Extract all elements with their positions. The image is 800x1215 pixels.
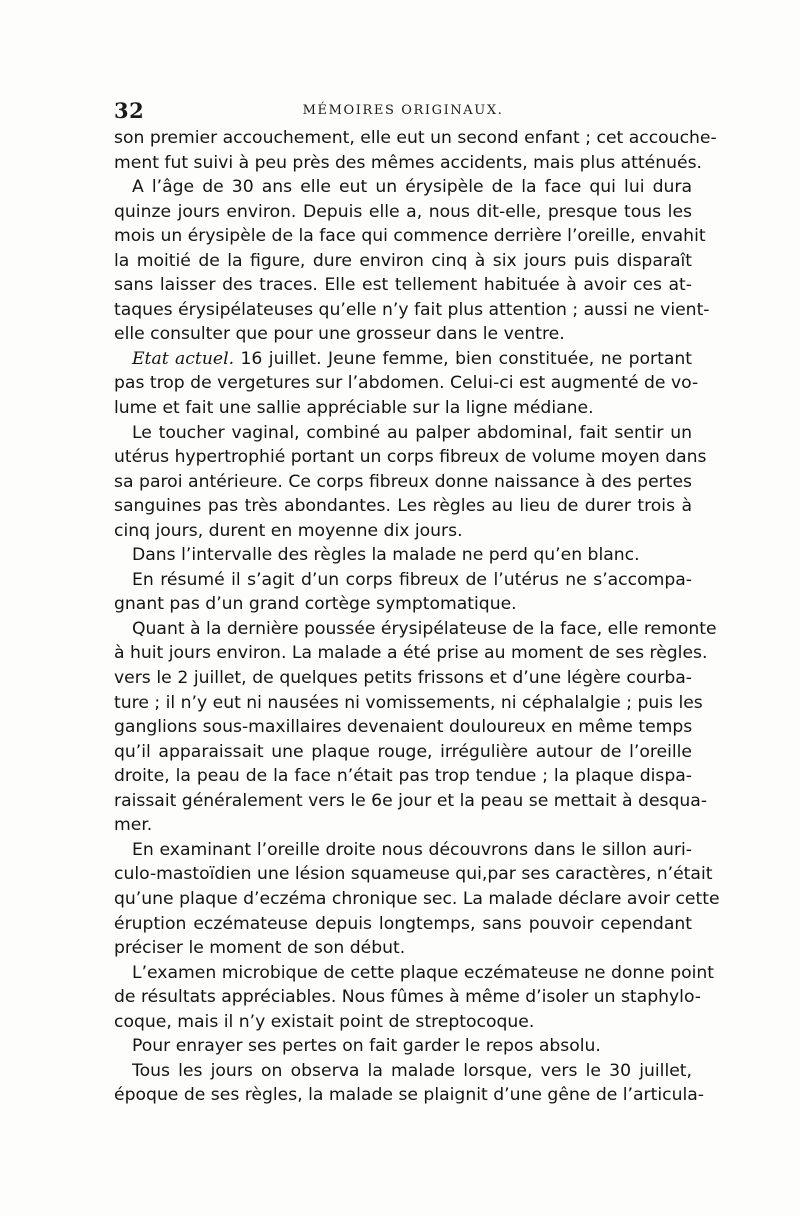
text-line <box>114 936 692 961</box>
line-text: Tous les jours on observa la malade lorsque, vers le 30 juillet, <box>132 1060 692 1081</box>
running-title: MÉMOIRES ORIGINAUX. <box>302 103 504 118</box>
line-text: L’examen microbique de cette plaque eczémateuse ne donne point <box>132 962 715 983</box>
text-line <box>114 347 692 372</box>
line-text: 16 juillet. Jeune femme, bien constituée, ne portant <box>234 348 692 369</box>
text-line <box>114 273 692 298</box>
line-text: sans laisser des traces. Elle est tellement habituée à avoir ces at- <box>114 275 692 296</box>
line-text: qu’une plaque d’eczéma chronique sec. La malade déclare avoir cette <box>114 888 720 909</box>
text-line <box>114 813 692 838</box>
page-header <box>114 98 692 122</box>
text-line <box>114 1034 692 1059</box>
line-text: droite, la peau de la face n’était pas trop tendue ; la plaque dispa- <box>114 766 692 787</box>
line-text: Pour enrayer ses pertes on fait garder le repos absolu. <box>132 1036 601 1057</box>
text-line <box>114 224 706 249</box>
line-text: A l’âge de 30 ans elle eut un érysipèle de la face qui lui dura <box>132 177 692 198</box>
line-text: elle consulter que pour une grosseur dans le ventre. <box>114 324 565 345</box>
line-text: à huit jours environ. La malade a été prise au moment de ses règles. <box>114 643 708 664</box>
text-line <box>114 126 717 151</box>
text-line <box>114 322 692 347</box>
line-text: mer. <box>114 815 153 836</box>
text-line <box>114 764 692 789</box>
text-line <box>114 470 692 495</box>
line-text: culo-mastoïdien une lésion squameuse qui,par ses caractères, n’était <box>114 864 713 885</box>
italic-lead: Etat actuel. <box>132 348 235 369</box>
line-text: préciser le moment de son début. <box>114 938 406 959</box>
line-text: Dans l’intervalle des règles la malade ne perd qu’en blanc. <box>132 545 640 566</box>
line-text: utérus hypertrophié portant un corps fibreux de volume moyen dans <box>114 447 707 468</box>
line-text: mois un érysipèle de la face qui commence derrière l’oreille, envahit <box>114 226 706 247</box>
body-text <box>114 126 720 1108</box>
line-text: de résultats appréciables. Nous fûmes à même d’isoler un staphylo- <box>114 987 701 1008</box>
text-line <box>114 371 699 396</box>
text-line <box>114 568 692 593</box>
text-line <box>114 862 713 887</box>
text-line <box>114 961 715 986</box>
text-line <box>114 249 692 274</box>
line-text: la moitié de la figure, dure environ cinq à six jours puis disparaît <box>114 250 692 271</box>
text-line <box>114 151 703 176</box>
text-line <box>114 715 692 740</box>
line-text: Quant à la dernière poussée érysipélateuse de la face, elle remonte <box>132 618 717 639</box>
line-text: lume et fait une sallie appréciable sur la ligne médiane. <box>114 398 594 419</box>
text-line <box>114 789 708 814</box>
text-line <box>114 740 692 765</box>
text-line <box>114 298 710 323</box>
text-line <box>114 887 720 912</box>
line-text: sa paroi antérieure. Ce corps fibreux donne naissance à des pertes <box>114 471 692 492</box>
line-text: éruption eczémateuse depuis longtemps, sans pouvoir cependant <box>114 913 692 934</box>
line-text: quinze jours environ. Depuis elle a, nous dit-elle, presque tous les <box>114 201 692 222</box>
text-line <box>114 494 692 519</box>
line-text: ment fut suivi à peu près des mêmes accidents, mais plus atténués. <box>114 152 703 173</box>
text-line <box>114 1083 704 1108</box>
line-text: coque, mais il n’y existait point de streptocoque. <box>114 1011 535 1032</box>
line-text: vers le 2 juillet, de quelques petits frissons et d’une légère courba- <box>114 668 692 689</box>
text-line <box>114 838 692 863</box>
line-text: époque de ses règles, la malade se plaignit d’une gêne de l’articula- <box>114 1085 704 1106</box>
line-text: Le toucher vaginal, combiné au palper abdominal, fait sentir un <box>132 422 692 443</box>
line-text: ganglions sous-maxillaires devenaient douloureux en même temps <box>114 717 693 738</box>
text-line <box>114 396 692 421</box>
line-text: qu’il apparaissait une plaque rouge, irrégulière autour de l’oreille <box>114 741 692 762</box>
line-text: taques érysipélateuses qu’elle n’y fait plus attention ; aussi ne vient- <box>114 299 710 320</box>
line-text: cinq jours, durent en moyenne dix jours. <box>114 520 463 541</box>
text-line <box>114 912 692 937</box>
text-line <box>114 641 708 666</box>
line-text: ture ; il n’y eut ni nausées ni vomissements, ni céphalalgie ; puis les <box>114 692 703 713</box>
line-text: En examinant l’oreille droite nous découvrons dans le sillon auri- <box>132 839 692 860</box>
text-line <box>114 200 692 225</box>
text-line <box>114 543 692 568</box>
text-line <box>114 519 692 544</box>
text-line <box>114 1010 692 1035</box>
text-line <box>114 175 692 200</box>
text-line <box>114 445 707 470</box>
line-text: raissait généralement vers le 6e jour et la peau se mettait à desqua- <box>114 790 708 811</box>
text-line <box>114 592 692 617</box>
text-line <box>114 666 692 691</box>
text-line <box>114 421 692 446</box>
text-line <box>114 985 701 1010</box>
text-line <box>114 617 717 642</box>
text-line <box>114 1059 692 1084</box>
line-text: pas trop de vergetures sur l’abdomen. Celui-ci est augmenté de vo- <box>114 373 699 394</box>
line-text: sanguines pas très abondantes. Les règles au lieu de durer trois à <box>114 496 692 517</box>
line-text: son premier accouchement, elle eut un second enfant ; cet accouche- <box>114 128 717 148</box>
line-text: gnant pas d’un grand cortège symptomatique. <box>114 594 517 615</box>
text-line <box>114 691 703 716</box>
line-text: En résumé il s’agit d’un corps fibreux de l’utérus ne s’accompa- <box>132 569 692 590</box>
page-number: 32 <box>114 98 145 123</box>
